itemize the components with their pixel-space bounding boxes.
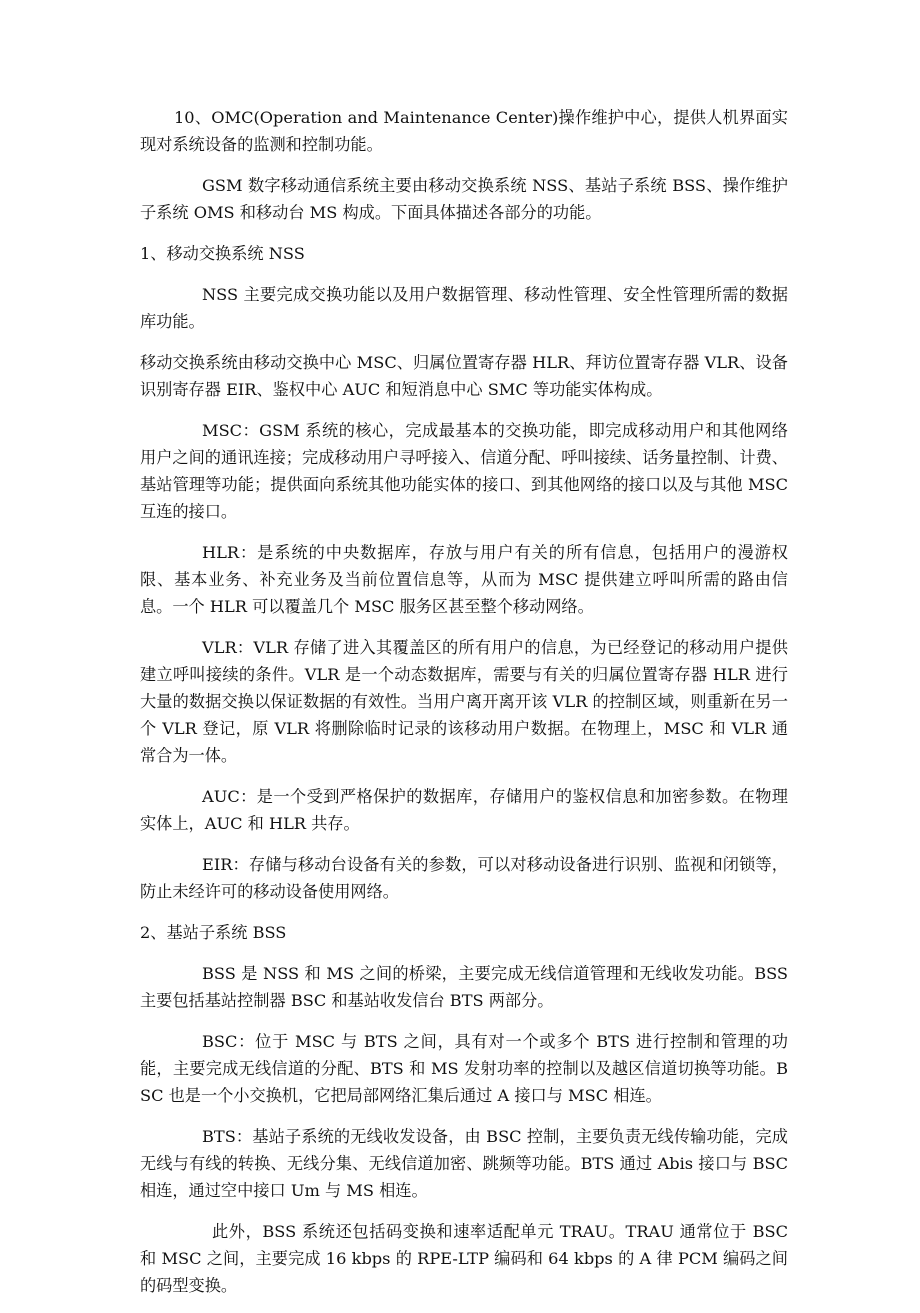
paragraph-bss: BSS 是 NSS 和 MS 之间的桥梁，主要完成无线信道管理和无线收发功能。BSS 主要包括基站控制器 BSC 和基站收发信台 BTS 两部分。 bbox=[140, 964, 788, 1010]
paragraph-vlr: VLR：VLR 存储了进入其覆盖区的所有用户的信息，为已经登记的移动用户提供建立呼叫接续的条件。VLR 是一个动态数据库，需要与有关的归属位置寄存器 HLR 进行大量的数据交换以保证数据的有效性。当用户离开离开该 VLR 的控制区域，则重新在另一个 VLR 登记，原 VLR 将删除临时记录的该移动用户数据。在物理上，MSC 和 VLR 通常合为一体。 bbox=[140, 638, 788, 765]
section-heading-bss: 2、基站子系统 BSS bbox=[140, 923, 287, 942]
paragraph-gsm-overview: GSM 数字移动通信系统主要由移动交换系统 NSS、基站子系统 BSS、操作维护子系统 OMS 和移动台 MS 构成。下面具体描述各部分的功能。 bbox=[140, 176, 788, 222]
paragraph-auc: AUC：是一个受到严格保护的数据库，存储用户的鉴权信息和加密参数。在物理实体上，AUC 和 HLR 共存。 bbox=[140, 787, 788, 833]
paragraph-eir: EIR：存储与移动台设备有关的参数，可以对移动设备进行识别、监视和闭锁等，防止未经许可的移动设备使用网络。 bbox=[140, 855, 788, 901]
document-page bbox=[140, 104, 788, 1313]
paragraph-bts: BTS：基站子系统的无线收发设备，由 BSC 控制，主要负责无线传输功能，完成无线与有线的转换、无线分集、无线信道加密、跳频等功能。BTS 通过 Abis 接口与 BSC 相连，通过空中接口 Um 与 MS 相连。 bbox=[140, 1127, 788, 1200]
section-heading-nss: 1、移动交换系统 NSS bbox=[140, 244, 305, 263]
paragraph-hlr: HLR：是系统的中央数据库，存放与用户有关的所有信息，包括用户的漫游权限、基本业务、补充业务及当前位置信息等，从而为 MSC 提供建立呼叫所需的路由信息。一个 HLR 可以覆盖几个 MSC 服务区甚至整个移动网络。 bbox=[140, 543, 788, 616]
paragraph-msc: MSC：GSM 系统的核心，完成最基本的交换功能，即完成移动用户和其他网络用户之间的通讯连接；完成移动用户寻呼接入、信道分配、呼叫接续、话务量控制、计费、基站管理等功能；提供面向系统其他功能实体的接口、到其他网络的接口以及与其他 MSC 互连的接口。 bbox=[140, 421, 788, 521]
paragraph-bsc: BSC：位于 MSC 与 BTS 之间，具有对一个或多个 BTS 进行控制和管理的功能，主要完成无线信道的分配、BTS 和 MS 发射功率的控制以及越区信道切换等功能。BSC 也是一个小交换机，它把局部网络汇集后通过 A 接口与 MSC 相连。 bbox=[140, 1032, 788, 1105]
paragraph-trau: 此外，BSS 系统还包括码变换和速率适配单元 TRAU。TRAU 通常位于 BSC 和 MSC 之间，主要完成 16 kbps 的 RPE-LTP 编码和 64 kbps 的 A 律 PCM 编码之间的码型变换。 bbox=[140, 1222, 788, 1295]
paragraph-omc: 10、OMC(Operation and Maintenance Center)操作维护中心，提供人机界面实现对系统设备的监测和控制功能。 bbox=[140, 108, 788, 154]
paragraph-nss-function: NSS 主要完成交换功能以及用户数据管理、移动性管理、安全性管理所需的数据库功能。 bbox=[140, 285, 788, 331]
paragraph-nss-composition: 移动交换系统由移动交换中心 MSC、归属位置寄存器 HLR、拜访位置寄存器 VLR、设备识别寄存器 EIR、鉴权中心 AUC 和短消息中心 SMC 等功能实体构成。 bbox=[140, 353, 788, 399]
